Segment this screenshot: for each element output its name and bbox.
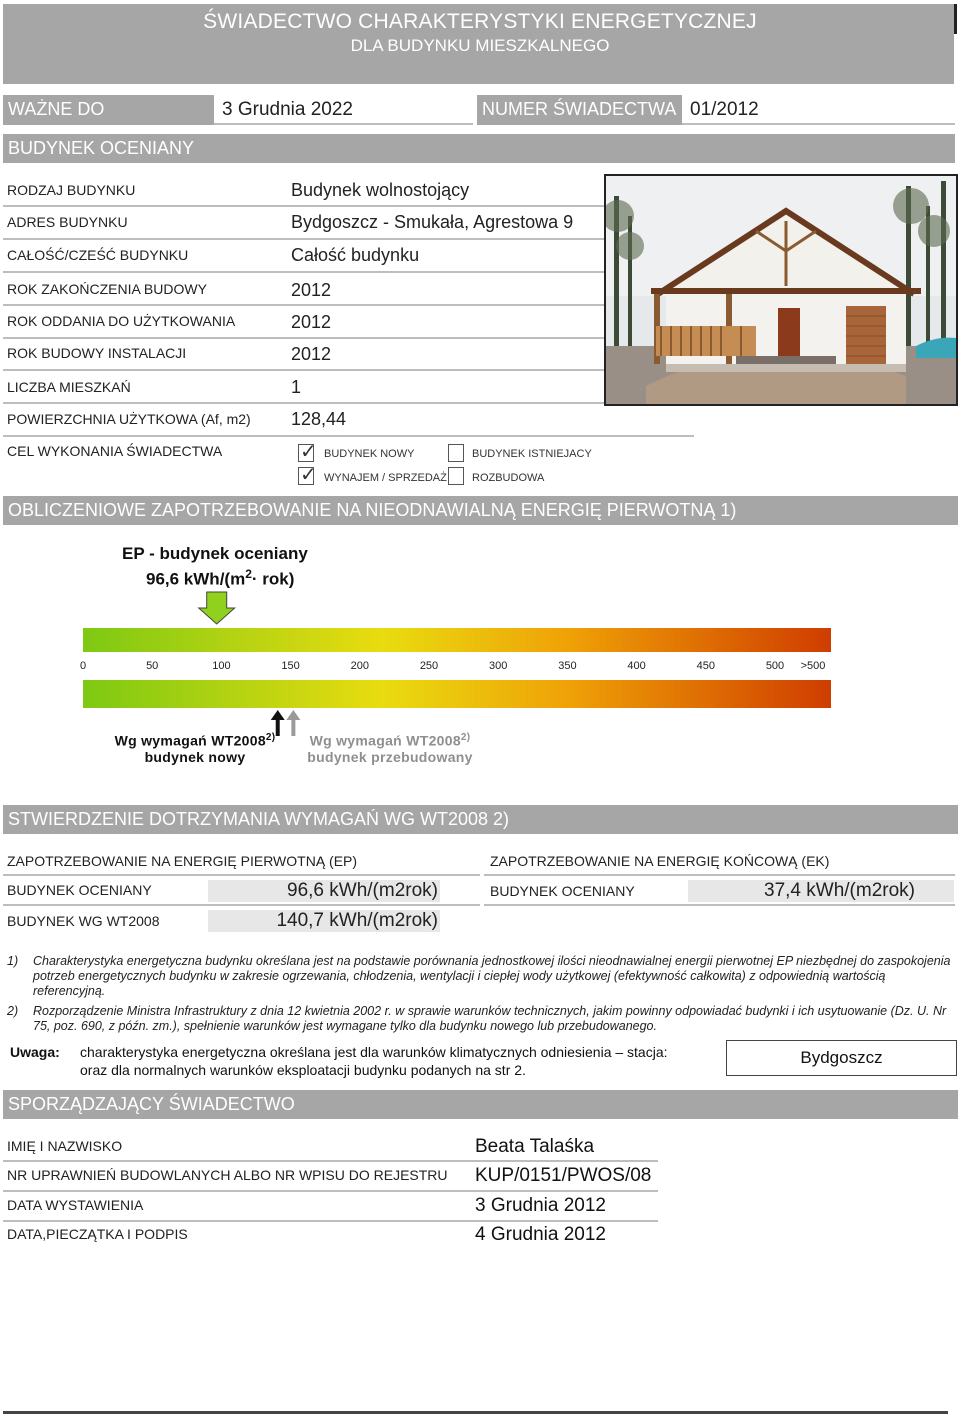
purpose-existing-building-label: BUDYNEK ISTNIEJACY xyxy=(472,448,592,460)
issue-date-label: DATA WYSTAWIENIA xyxy=(7,1197,144,1213)
scale-tick-label: >500 xyxy=(800,660,826,672)
ep-marker-arrow xyxy=(199,592,235,624)
document-title: ŚWIADECTWO CHARAKTERYSTYKI ENERGETYCZNEJ xyxy=(203,10,757,33)
purpose-label: CEL WYKONANIA ŚWIADECTWA xyxy=(7,443,223,459)
valid-until-label: WAŻNE DO xyxy=(3,95,214,125)
preparer-name-value: Beata Talaśka xyxy=(475,1136,595,1157)
section-primary-energy: OBLICZENIOWE ZAPOTRZEBOWANIE NA NIEODNAWIALNĄ ENERGIĘ PIERWOTNĄ 1) xyxy=(3,496,958,525)
occupancy-year-value: 2012 xyxy=(291,312,332,332)
building-type-label: RODZAJ BUDYNKU xyxy=(7,182,136,198)
ep-rated-value: 96,6 kWh/(m2rok) xyxy=(287,880,438,901)
scale-tick-label: 450 xyxy=(696,660,715,672)
installation-year-label: ROK BUDOWY INSTALACJI xyxy=(7,345,187,361)
row-divider xyxy=(3,304,604,306)
row-divider xyxy=(3,874,480,876)
scale-tick-label: 350 xyxy=(558,660,577,672)
row-divider xyxy=(3,402,604,404)
footnote-1-text: Charakterystyka energetyczna budynku określana jest na podstawie porównania jednostkowej ilości nieodnawialnej energii pierwotnej EP niezbędnej do zaspokojenia potrzeb energetycznych budynku w zakresie ogrzewania, chłodzenia, wentylacji i ciepłej wody użytkowej (efektywność całkowita) z odpowiednią wartością referencyjną. xyxy=(33,954,951,998)
license-number-label: NR UPRAWNIEŃ BUDOWLANYCH ALBO NR WPISU DO REJESTRU xyxy=(7,1167,448,1183)
row-divider xyxy=(3,1220,658,1222)
ep-demand-heading: ZAPOTRZEBOWANIE NA ENERGIĘ PIERWOTNĄ (EP) xyxy=(7,853,358,869)
scale-tick-label: 500 xyxy=(765,660,785,672)
building-address-value: Bydgoszcz - Smukała, Agrestowa 9 xyxy=(291,212,574,232)
scale-tick-label: 300 xyxy=(489,660,508,672)
license-number-value: KUP/0151/PWOS/08 xyxy=(475,1165,652,1186)
energy-scale-bar-bottom xyxy=(83,680,831,708)
row-divider xyxy=(3,904,480,906)
ep-wt2008-label: BUDYNEK WG WT2008 xyxy=(7,913,160,929)
row-divider xyxy=(3,1190,658,1192)
building-scope-label: CAŁOŚĆ/CZEŚĆ BUDYNKU xyxy=(7,247,189,263)
scale-tick-label: 400 xyxy=(627,660,646,672)
issue-date-value: 3 Grudnia 2012 xyxy=(475,1195,606,1216)
climate-station-box: Bydgoszcz xyxy=(726,1040,957,1076)
energy-scale-chart xyxy=(0,590,960,750)
purpose-new-building-label: BUDYNEK NOWY xyxy=(324,448,415,460)
checkbox-existing-building[interactable] xyxy=(448,444,464,462)
ep-rated-label: BUDYNEK OCENIANY xyxy=(7,882,152,898)
row-divider xyxy=(3,205,604,207)
dwellings-count-value: 1 xyxy=(291,377,302,397)
occupancy-year-label: ROK ODDANIA DO UŻYTKOWANIA xyxy=(7,313,236,329)
check-mark: ✓ xyxy=(300,464,317,486)
signature-date-label: DATA,PIECZĄTKA I PODPIS xyxy=(7,1226,188,1242)
dwellings-count-label: LICZBA MIESZKAŃ xyxy=(7,379,131,395)
footer-line xyxy=(3,1411,948,1414)
scale-tick-label: 0 xyxy=(79,660,87,672)
scale-tick-label: 250 xyxy=(419,660,439,672)
scale-tick-label: 150 xyxy=(281,660,300,672)
scale-tick-label: 100 xyxy=(212,660,231,672)
certificate-number-value: 01/2012 xyxy=(690,99,759,120)
scale-tick-label: 50 xyxy=(146,660,159,672)
section-preparer: SPORZĄDZAJĄCY ŚWIADECTWO xyxy=(3,1090,958,1119)
house-illustration xyxy=(606,176,956,404)
remark-line-2: oraz dla normalnych warunków eksploatacji budynku podanych na str 2. xyxy=(80,1062,526,1078)
building-photo xyxy=(604,174,958,406)
valid-until-value: 3 Grudnia 2022 xyxy=(222,99,353,120)
installation-year-value: 2012 xyxy=(291,344,332,364)
scale-tick-label: 200 xyxy=(350,660,369,672)
purpose-rent-sale-label: WYNAJEM / SPRZEDAŻ xyxy=(324,472,447,484)
usable-area-value: 128,44 xyxy=(291,409,347,429)
section-building: BUDYNEK OCENIANY xyxy=(3,134,955,163)
purpose-extension-label: ROZBUDOWA xyxy=(472,472,545,484)
building-address-label: ADRES BUDYNKU xyxy=(7,214,128,230)
footnote-2-number: 2) xyxy=(7,1004,19,1018)
footnote-1-number: 1) xyxy=(7,954,19,968)
completion-year-value: 2012 xyxy=(291,280,332,300)
ep-wt2008-value: 140,7 kWh/(m2rok) xyxy=(276,910,438,931)
checkbox-extension[interactable] xyxy=(448,467,464,485)
building-type-value: Budynek wolnostojący xyxy=(291,180,470,200)
wt2008-rebuilt-caption: Wg wymagań WT2008$^{2)}$ budynek przebudowany xyxy=(307,732,473,765)
check-mark: ✓ xyxy=(300,441,317,463)
certificate-number-underline xyxy=(682,123,955,125)
row-divider xyxy=(3,271,604,273)
preparer-name-label: IMIĘ I NAZWISKO xyxy=(7,1138,123,1154)
ek-rated-label: BUDYNEK OCENIANY xyxy=(490,883,635,899)
row-divider xyxy=(3,369,604,371)
remark-label: Uwaga: xyxy=(10,1044,60,1060)
scale-tick-labels xyxy=(80,660,825,672)
document-subtitle: DLA BUDYNKU MIESZKALNEGO xyxy=(350,36,610,55)
energy-scale-bar-top xyxy=(83,628,831,652)
usable-area-label: POWIERZCHNIA UŻYTKOWA (Af, m2) xyxy=(7,411,251,427)
ep-title: EP - budynek oceniany xyxy=(122,544,308,563)
certificate-number-label: NUMER ŚWIADECTWA xyxy=(477,95,682,125)
ek-demand-heading: ZAPOTRZEBOWANIE NA ENERGIĘ KOŃCOWĄ (EK) xyxy=(490,853,830,869)
section-compliance: STWIERDZENIE DOTRZYMANIA WYMAGAŃ WG WT2008 2) xyxy=(3,805,958,834)
ek-rated-value: 37,4 kWh/(m2rok) xyxy=(764,880,915,901)
completion-year-label: ROK ZAKOŃCZENIA BUDOWY xyxy=(7,281,207,297)
row-divider xyxy=(484,904,955,906)
remark-line-1: charakterystyka energetyczna określana jest dla warunków klimatycznych odniesienia – stacja: xyxy=(80,1044,668,1060)
signature-date-value: 4 Grudnia 2012 xyxy=(475,1224,606,1245)
row-divider xyxy=(484,874,955,876)
row-divider xyxy=(3,1160,658,1162)
wt2008-new-caption: Wg wymagań WT2008$^{2)}$ budynek nowy xyxy=(114,732,276,765)
footnote-2-text: Rozporządzenie Ministra Infrastruktury z dnia 12 kwietnia 2002 r. w sprawie warunków technicznych, jakim powinny odpowiadać budynki i ich usytuowanie (Dz. U. Nr 75, poz. 690, z późn. zm.), spełnienie warunków jest wymagane tylko dla budynku nowego lub przebudowanego. xyxy=(33,1004,947,1033)
row-divider xyxy=(3,435,694,437)
row-divider xyxy=(3,238,604,240)
row-divider xyxy=(3,337,604,339)
valid-until-underline xyxy=(214,123,473,125)
building-scope-value: Całość budynku xyxy=(291,245,420,265)
ep-value: 96,6 kWh/$(m^2\cdot rok)$ xyxy=(146,567,295,589)
